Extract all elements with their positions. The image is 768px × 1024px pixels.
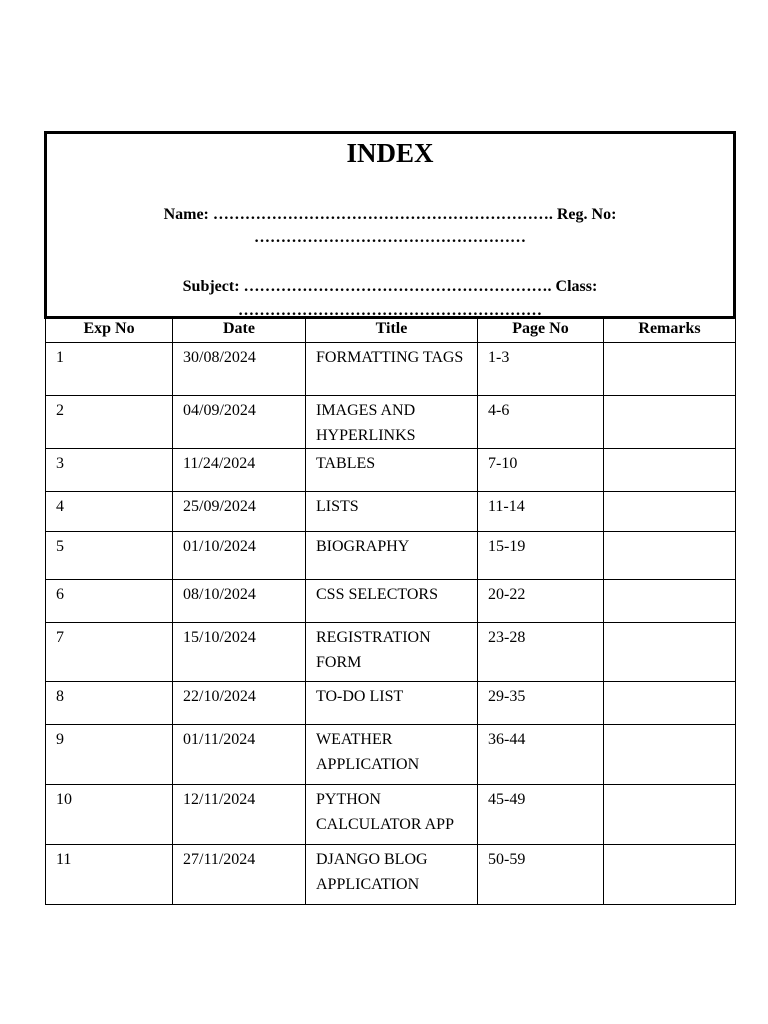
cell-date: 01/11/2024: [173, 725, 306, 785]
cell-remarks: [604, 725, 736, 785]
cell-date: 12/11/2024: [173, 785, 306, 845]
cell-date: 25/09/2024: [173, 492, 306, 532]
cell-title: LISTS: [306, 492, 478, 532]
cell-remarks: [604, 396, 736, 449]
table-row: [46, 845, 736, 905]
cell-date: 15/10/2024: [173, 623, 306, 682]
cell-page-no: 36-44: [478, 725, 604, 785]
cell-page-no: 1-3: [478, 343, 604, 396]
index-title: INDEX: [346, 138, 434, 168]
cell-exp-no: 10: [46, 785, 173, 845]
cell-date: 04/09/2024: [173, 396, 306, 449]
cell-page-no: 4-6: [478, 396, 604, 449]
cell-remarks: [604, 682, 736, 725]
cell-date: 11/24/2024: [173, 449, 306, 492]
cell-exp-no: 1: [46, 343, 173, 396]
cell-title: BIOGRAPHY: [306, 532, 478, 580]
cell-exp-no: 2: [46, 396, 173, 449]
table-row: [46, 449, 736, 492]
cell-page-no: 11-14: [478, 492, 604, 532]
table-row: [46, 623, 736, 682]
cell-title: CSS SELECTORS: [306, 580, 478, 623]
table-row: [46, 532, 736, 580]
cell-exp-no: 7: [46, 623, 173, 682]
cell-exp-no: 4: [46, 492, 173, 532]
cell-page-no: 15-19: [478, 532, 604, 580]
table-header-row: [46, 318, 736, 343]
table-row: [46, 492, 736, 532]
column-header-page-no: Page No: [478, 318, 604, 343]
cell-remarks: [604, 449, 736, 492]
cell-remarks: [604, 532, 736, 580]
subject-line-continued: …………………………………………………: [238, 302, 542, 319]
table-row: [46, 343, 736, 396]
cell-date: 27/11/2024: [173, 845, 306, 905]
cell-exp-no: 9: [46, 725, 173, 785]
cell-remarks: [604, 343, 736, 396]
name-line: Name: ………………………………………………………. Reg. No:: [163, 206, 617, 223]
cell-remarks: [604, 785, 736, 845]
cell-exp-no: 6: [46, 580, 173, 623]
index-header-box: [44, 131, 736, 319]
cell-title: DJANGO BLOG APPLICATION: [306, 845, 478, 905]
table-row: [46, 580, 736, 623]
cell-title: REGISTRATION FORM: [306, 623, 478, 682]
cell-exp-no: 8: [46, 682, 173, 725]
column-header-title: Title: [306, 318, 478, 343]
table-row: [46, 725, 736, 785]
subject-line: Subject: …………………………………………………. Class:: [182, 278, 598, 295]
cell-remarks: [604, 492, 736, 532]
cell-exp-no: 11: [46, 845, 173, 905]
cell-remarks: [604, 623, 736, 682]
cell-date: 01/10/2024: [173, 532, 306, 580]
cell-title: TABLES: [306, 449, 478, 492]
table-row: [46, 785, 736, 845]
cell-title: FORMATTING TAGS: [306, 343, 478, 396]
cell-date: 22/10/2024: [173, 682, 306, 725]
cell-title: PYTHON CALCULATOR APP: [306, 785, 478, 845]
table-row: [46, 396, 736, 449]
column-header-remarks: Remarks: [604, 318, 736, 343]
cell-title: IMAGES AND HYPERLINKS: [306, 396, 478, 449]
cell-page-no: 7-10: [478, 449, 604, 492]
cell-exp-no: 5: [46, 532, 173, 580]
cell-date: 08/10/2024: [173, 580, 306, 623]
column-header-exp-no: Exp No: [46, 318, 173, 343]
cell-page-no: 45-49: [478, 785, 604, 845]
cell-page-no: 20-22: [478, 580, 604, 623]
cell-page-no: 23-28: [478, 623, 604, 682]
table-row: [46, 682, 736, 725]
cell-exp-no: 3: [46, 449, 173, 492]
cell-date: 30/08/2024: [173, 343, 306, 396]
name-line-continued: ……………………………………………: [254, 229, 526, 246]
index-table: [45, 317, 736, 905]
cell-title: TO-DO LIST: [306, 682, 478, 725]
cell-remarks: [604, 580, 736, 623]
column-header-date: Date: [173, 318, 306, 343]
cell-page-no: 50-59: [478, 845, 604, 905]
cell-remarks: [604, 845, 736, 905]
cell-page-no: 29-35: [478, 682, 604, 725]
cell-title: WEATHER APPLICATION: [306, 725, 478, 785]
